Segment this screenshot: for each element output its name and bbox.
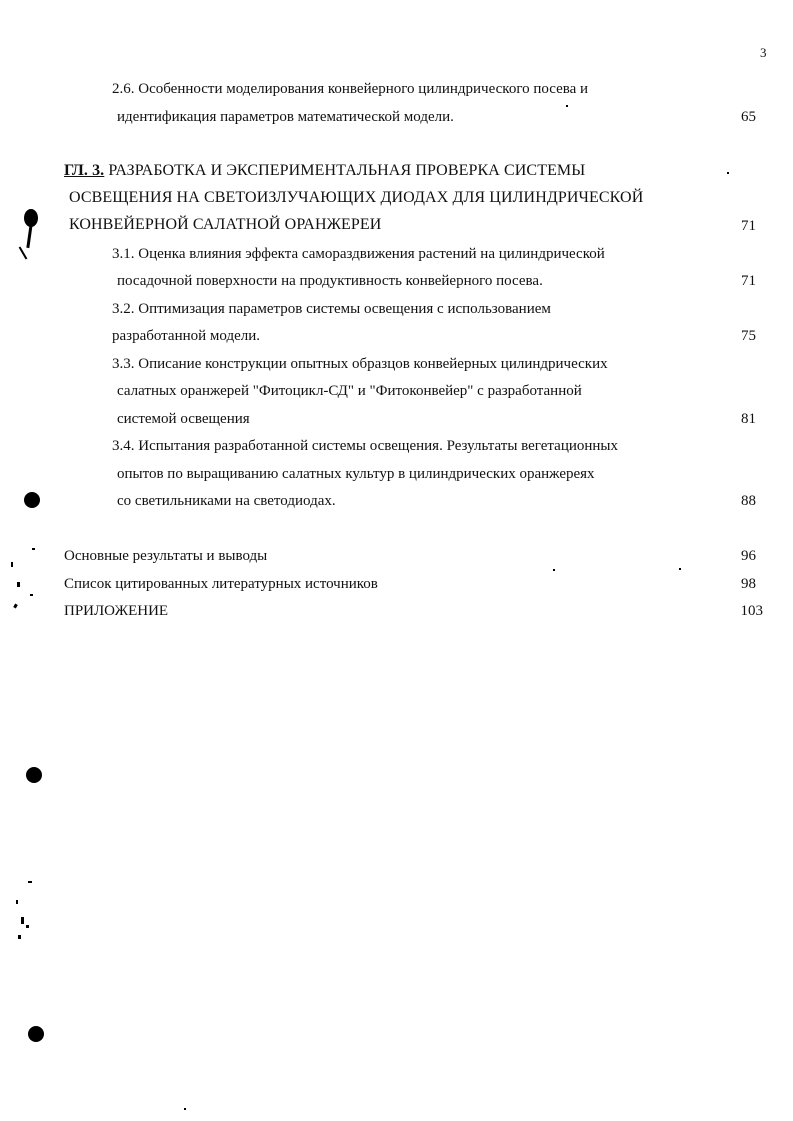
- toc-results: Основные результаты и выводы: [64, 548, 268, 564]
- scan-speck: [17, 582, 20, 587]
- binder-hole-mark: [26, 767, 42, 783]
- toc-3-1-page: 71: [741, 273, 756, 289]
- scan-speck: [16, 900, 18, 904]
- toc-chapter-3-line3: КОНВЕЙЕРНОЙ САЛАТНОЙ ОРАНЖЕРЕИ: [69, 216, 382, 233]
- scan-speck: [26, 925, 29, 928]
- toc-chapter-3-line2: ОСВЕЩЕНИЯ НА СВЕТОИЗЛУЧАЮЩИХ ДИОДАХ ДЛЯ ЦИЛИНДРИЧЕСКОЙ: [69, 189, 644, 206]
- page-number: 3: [760, 45, 767, 60]
- binder-tail-mark: [26, 224, 32, 248]
- toc-chapter-3-line1: [64, 162, 585, 180]
- chapter-3-title-line1: РАЗРАБОТКА И ЭКСПЕРИМЕНТАЛЬНАЯ ПРОВЕРКА СИСТЕМЫ: [108, 162, 586, 179]
- toc-3-4-page: 88: [741, 493, 756, 509]
- scan-speck: [18, 935, 21, 939]
- scan-speck: [21, 917, 24, 924]
- toc-3-4-line1: 3.4. Испытания разработанной системы освещения. Результаты вегетационных: [112, 438, 619, 454]
- chapter-3-prefix: ГЛ. 3.: [64, 162, 105, 179]
- toc-3-1-line2: посадочной поверхности на продуктивность конвейерного посева.: [117, 273, 543, 289]
- toc-2-6-page: 65: [741, 109, 756, 125]
- toc-2-6-line1: 2.6. Особенности моделирования конвейерного цилиндрического посева и: [112, 81, 589, 97]
- toc-appendix-page: 103: [740, 603, 763, 619]
- scan-speck: [679, 568, 681, 570]
- toc-3-3-line3: системой освещения: [117, 411, 250, 427]
- toc-results-page: 96: [741, 548, 756, 564]
- toc-references-page: 98: [741, 576, 756, 592]
- toc-references: Список цитированных литературных источников: [64, 576, 378, 592]
- toc-3-3-line1: 3.3. Описание конструкции опытных образцов конвейерных цилиндрических: [112, 356, 608, 372]
- toc-chapter-3-page: 71: [741, 218, 756, 234]
- scan-speck: [11, 562, 13, 567]
- toc-appendix: ПРИЛОЖЕНИЕ: [64, 603, 169, 619]
- scan-speck: [32, 548, 35, 550]
- toc-3-2-page: 75: [741, 328, 756, 344]
- toc-3-3-line2: салатных оранжерей "Фитоцикл-СД" и "Фитоконвейер" с разработанной: [117, 383, 582, 399]
- toc-3-2-line2: разработанной модели.: [112, 328, 261, 344]
- scan-speck: [30, 594, 33, 596]
- binder-hole-mark: [28, 1026, 44, 1042]
- scan-speck: [28, 881, 32, 883]
- scan-speck: [184, 1108, 186, 1110]
- scan-speck: [13, 604, 18, 609]
- scan-speck: [727, 172, 729, 174]
- scan-speck: [566, 105, 568, 107]
- binder-tail-mark: [19, 246, 28, 259]
- toc-3-2-line1: 3.2. Оптимизация параметров системы освещения с использованием: [112, 301, 551, 317]
- binder-hole-mark: [24, 492, 40, 508]
- toc-3-4-line3: со светильниками на светодиодах.: [117, 493, 336, 509]
- toc-3-1-line1: 3.1. Оценка влияния эффекта самораздвижения растений на цилиндрической: [112, 246, 605, 262]
- scan-speck: [553, 569, 555, 571]
- toc-2-6-line2: идентификация параметров математической модели.: [117, 109, 454, 125]
- toc-3-3-page: 81: [741, 411, 756, 427]
- toc-3-4-line2: опытов по выращиванию салатных культур в цилиндрических оранжереях: [117, 466, 595, 482]
